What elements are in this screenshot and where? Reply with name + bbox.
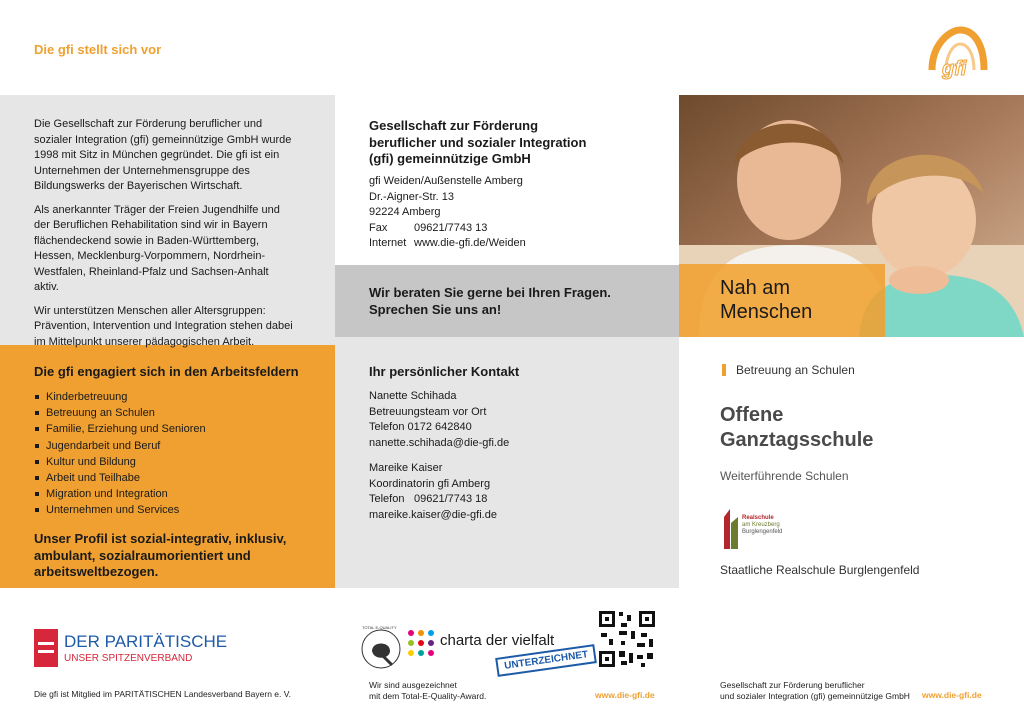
contact-name: Mareike Kaiser — [369, 462, 443, 474]
address-org-line: beruflicher und sozialer Integration — [369, 134, 587, 150]
profile-statement: Unser Profil ist sozial-integrativ, inklusiv, ambulant, sozialraumorientiert und arbeitsweltbezogen. — [34, 531, 287, 579]
field-item: Betreuung an Schulen — [34, 405, 206, 421]
footer-org — [720, 680, 910, 702]
category-marker — [722, 364, 726, 376]
paritaet-logo — [34, 629, 234, 669]
paritaet-logo-icon — [34, 629, 58, 667]
qr-code[interactable] — [597, 609, 657, 669]
brochure-title — [720, 403, 873, 453]
address-fax-label: Fax — [369, 221, 388, 234]
contact-email[interactable]: nanette.schihada@die-gfi.de — [369, 436, 510, 449]
school-logo-text: am Kreuzberg — [742, 522, 780, 528]
contact-phone: 09621/7743 18 — [414, 493, 488, 505]
total-e-quality-label: TOTAL E-QUALITY — [362, 625, 397, 630]
address-fax: 09621/7743 13 — [414, 221, 488, 234]
advice-line: Wir beraten Sie gerne bei Ihren Fragen. — [369, 285, 611, 300]
total-e-quality-icon — [360, 625, 402, 673]
slogan-line: Menschen — [720, 301, 813, 323]
address-org-line: (gfi) gemeinnützige GmbH — [369, 151, 531, 166]
member-note: Die gfi ist Mitglied im PARITÄTISCHEN Landesverband Bayern e. V. — [34, 689, 291, 699]
intro-paragraph-1: Die Gesellschaft zur Förderung beruflicher und sozialer Integration (gfi) gemeinnützige GmbH wurde 1998 mit Sitz in München gegründet. Die gfi ist ein Unternehmen der Unternehmensgruppe des Bildungswerks der Bayerischen Wirtschaft. — [34, 118, 292, 192]
advice-line: Sprechen Sie uns an! — [369, 302, 502, 317]
award-line: mit dem Total-E-Quality-Award. — [369, 691, 487, 701]
field-item: Arbeit und Teilhabe — [34, 470, 206, 486]
field-item: Jugendarbeit und Beruf — [34, 438, 206, 454]
intro-paragraph-2: Als anerkannter Träger der Freien Jugendhilfe und der Beruflichen Rehabilitation sind wir in Bayern flächendeckend sowie in Baden-Württemberg, Hessen, Mecklenburg-Vorpommern, Nordrhein-Westfalen, Rheinland-Pfalz und Sachsen-Anhalt aktiv. — [34, 203, 280, 293]
page-header-title: Die gfi stellt sich vor — [34, 42, 162, 57]
field-item: Unternehmen und Services — [34, 502, 206, 518]
field-item: Kinderbetreuung — [34, 389, 206, 405]
address-org-line: Gesellschaft zur Förderung — [369, 118, 539, 133]
address-details — [369, 174, 526, 252]
brochure-title-line: Offene — [720, 404, 784, 426]
gfi-logo — [920, 22, 990, 82]
school-name: Staatliche Realschule Burglengenfeld — [720, 563, 920, 577]
gfi-logo-text: gfi — [942, 58, 967, 80]
contact-person-2 — [369, 461, 497, 523]
contact-phone: Telefon 0172 642840 — [369, 421, 472, 433]
fields-list — [34, 389, 206, 519]
contact-role: Betreuungsteam vor Ort — [369, 405, 487, 418]
school-logo — [722, 509, 792, 553]
website-link[interactable]: www.die-gfi.de — [595, 690, 655, 700]
contact-title: Ihr persönlicher Kontakt — [369, 364, 520, 379]
intro-paragraph-3: Wir unterstützen Menschen aller Altersgruppen: Prävention, Intervention und Integration stehen dabei im Mittelpunkt unserer pädagogischen Arbeit. — [34, 304, 293, 348]
qr-code-icon — [597, 609, 657, 669]
field-item: Migration und Integration — [34, 486, 206, 502]
fields-title: Die gfi engagiert sich in den Arbeitsfeldern — [34, 364, 299, 379]
award-note — [369, 680, 486, 702]
address-web-label: Internet — [369, 237, 407, 249]
contact-email[interactable]: mareike.kaiser@die-gfi.de — [369, 508, 497, 521]
total-e-quality-logo — [360, 625, 402, 673]
charta-logo-text: charta der vielfalt — [440, 632, 555, 649]
address-city: 92224 Amberg — [369, 206, 441, 218]
address-street: Dr.-Aigner-Str. 13 — [369, 190, 454, 203]
slogan-line: Nah am — [720, 277, 791, 299]
contact-name: Nanette Schihada — [369, 390, 457, 402]
school-logo-icon — [722, 509, 740, 549]
category-label: Betreuung an Schulen — [736, 363, 855, 377]
field-item: Familie, Erziehung und Senioren — [34, 421, 206, 437]
website-link[interactable]: www.die-gfi.de — [922, 690, 982, 700]
brochure-title-line: Ganztagsschule — [720, 429, 874, 451]
paritaet-claim: UNSER SPITZENVERBAND — [64, 653, 193, 664]
brochure-subtitle: Weiterführende Schulen — [720, 469, 849, 483]
address-org-name — [369, 118, 586, 168]
contact-role: Koordinatorin gfi Amberg — [369, 477, 491, 490]
contact-phone-label: Telefon — [369, 493, 405, 505]
charta-dots-icon — [406, 628, 436, 658]
contact-person-1 — [369, 389, 509, 451]
address-web-link[interactable]: www.die-gfi.de/Weiden — [414, 237, 526, 249]
address-office: gfi Weiden/Außenstelle Amberg — [369, 175, 523, 187]
school-logo-text: Realschule — [742, 515, 774, 521]
advice-text — [369, 284, 611, 318]
footer-org-line: Gesellschaft zur Förderung beruflicher — [720, 680, 865, 690]
footer-org-line: und sozialer Integration (gfi) gemeinnützige GmbH — [720, 691, 910, 701]
slogan — [720, 276, 812, 324]
field-item: Kultur und Bildung — [34, 454, 206, 470]
paritaet-name: DER PARITÄTISCHE — [64, 632, 228, 651]
award-line: Wir sind ausgezeichnet — [369, 680, 457, 690]
school-logo-text: Burglengenfeld — [742, 529, 783, 535]
signed-stamp: UNTERZEICHNET — [495, 644, 597, 677]
